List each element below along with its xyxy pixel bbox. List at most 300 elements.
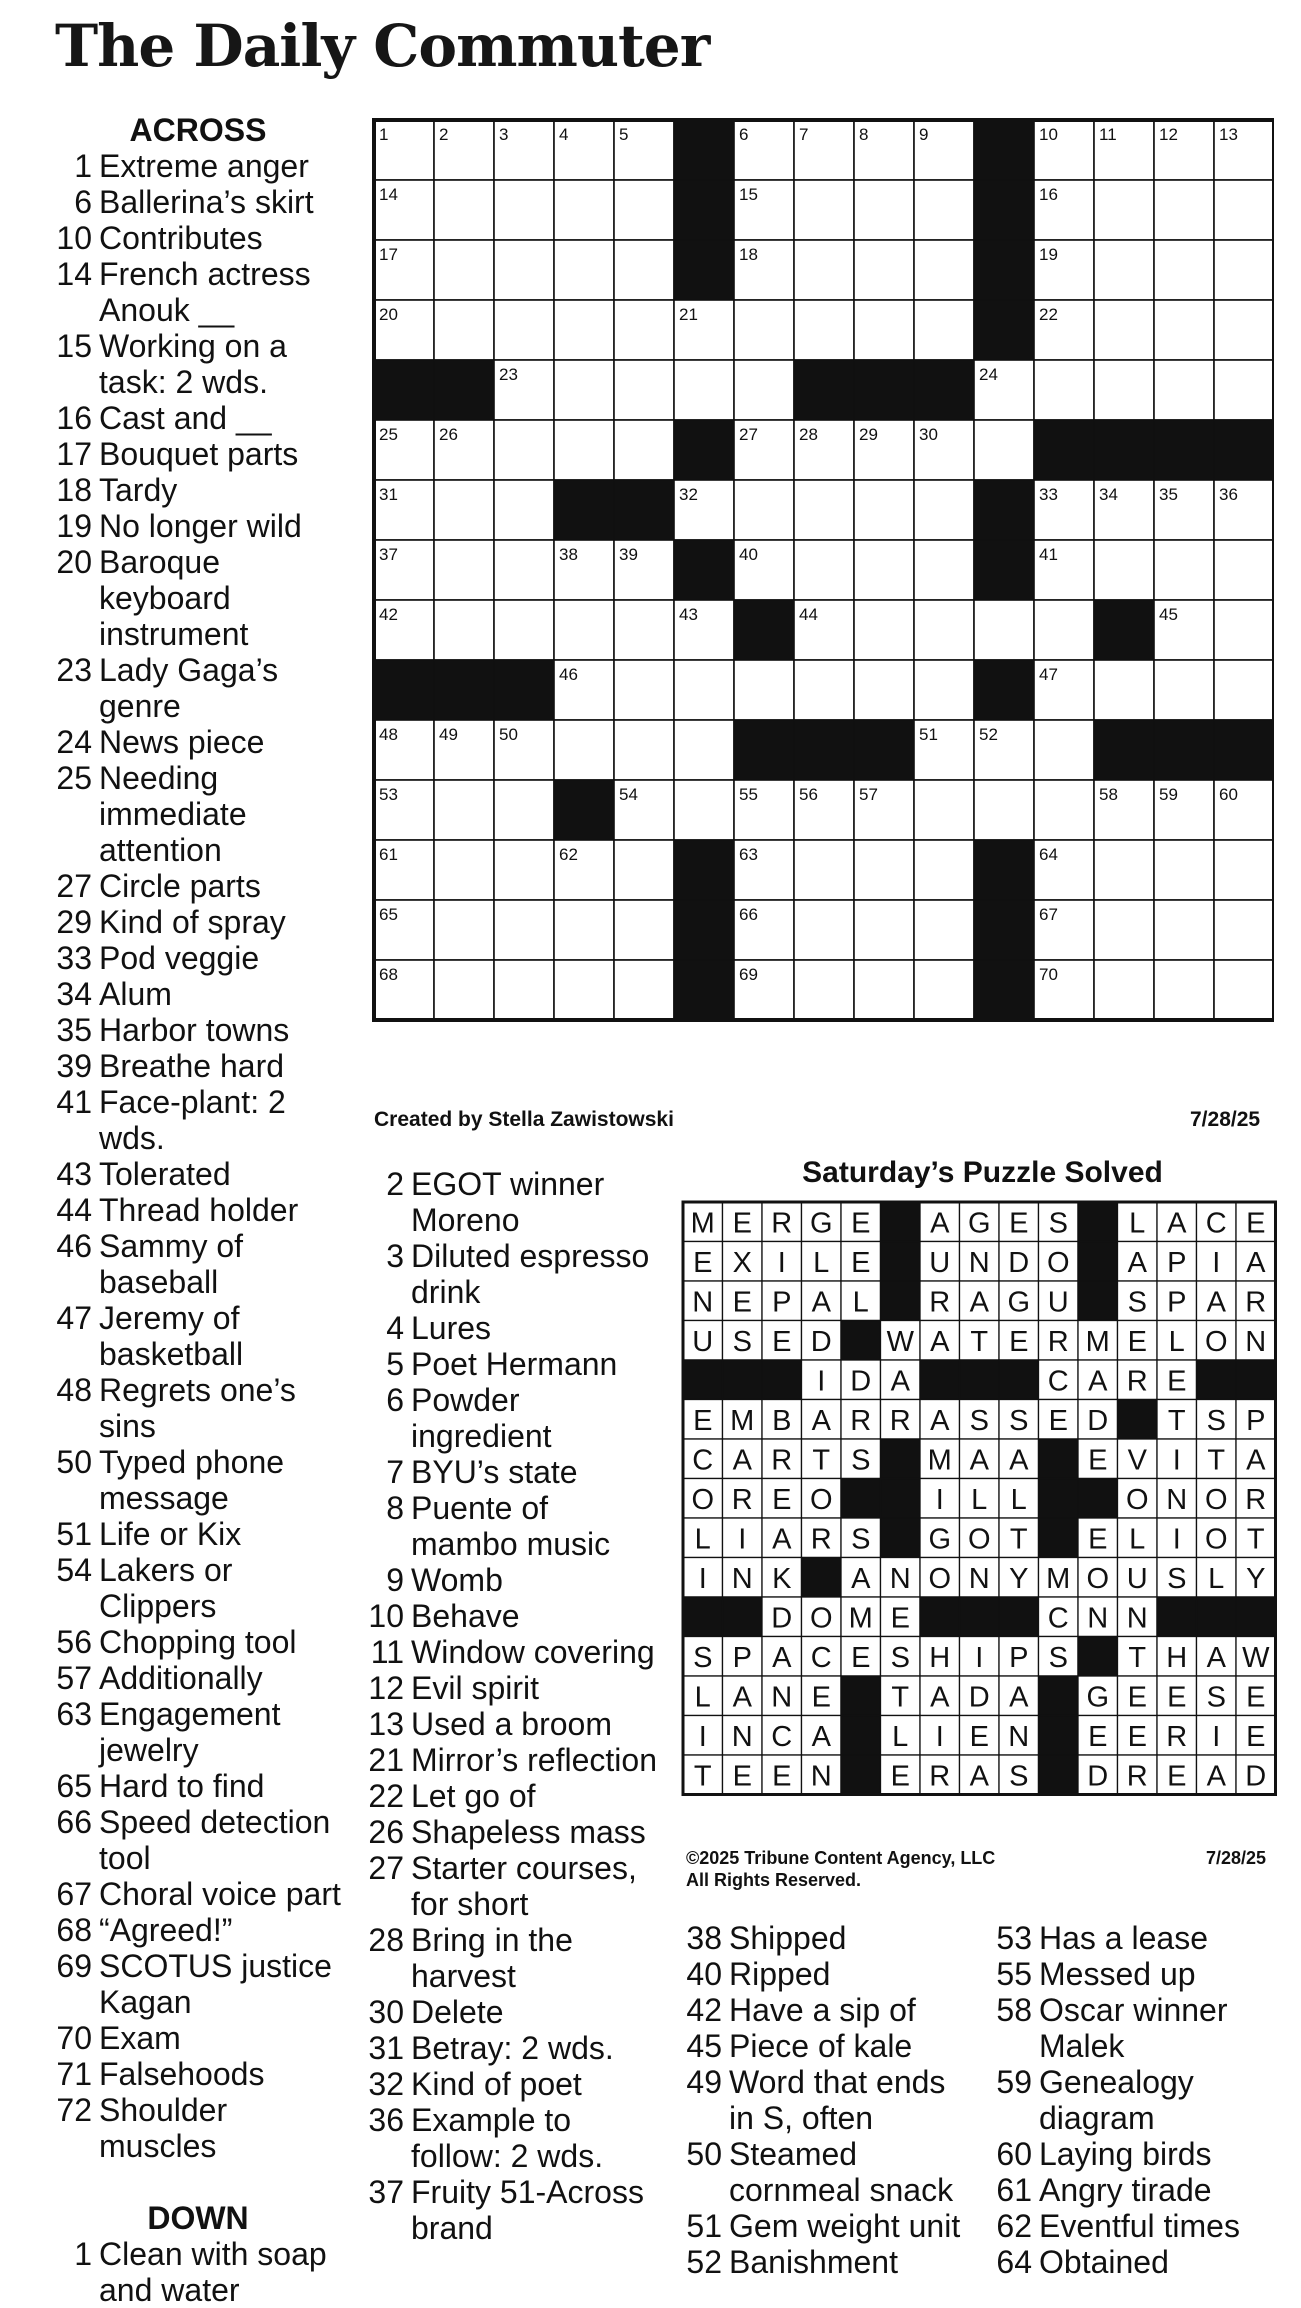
clue-text: Chopping tool [99,1624,297,1660]
clue-down-clues-col2-5 [360,1346,660,1382]
cell-number: 26 [439,425,458,444]
cell-number: 21 [679,305,698,324]
clue-number: 25 [56,760,92,796]
clue-number: 36 [368,2102,404,2138]
solution-letter: E [1009,1207,1029,1240]
solution-letter: Y [1009,1562,1029,1595]
grid-cell[interactable] [1214,660,1274,720]
grid-cell[interactable] [1094,960,1154,1020]
solution-letter: R [929,1286,951,1319]
black-square [674,180,734,240]
clue-number: 38 [686,1920,722,1956]
grid-cell[interactable] [1214,540,1274,600]
grid-cell[interactable] [1094,840,1154,900]
grid-cell[interactable] [794,180,854,240]
grid-cell[interactable] [614,240,674,300]
solution-letter: M [927,1444,952,1477]
clue-number: 31 [368,2030,404,2066]
clue-text: Jeremy of basketball [99,1300,244,1372]
grid-cell[interactable] [434,900,494,960]
grid-cell[interactable] [494,420,554,480]
clue-number: 50 [686,2136,722,2172]
clue-number: 39 [56,1048,92,1084]
solution-letter: P [772,1286,792,1319]
grid-cell[interactable] [494,480,554,540]
clue-text: Contributes [99,220,263,256]
grid-cell[interactable] [794,540,854,600]
black-square [554,480,614,540]
grid-cell[interactable] [614,720,674,780]
clue-across-clues-18 [48,472,348,508]
grid-cell[interactable] [554,720,614,780]
solution-letter: R [1126,1365,1148,1398]
grid-cell[interactable] [1034,780,1094,840]
clue-number: 54 [56,1552,92,1588]
solution-letter: O [809,1602,833,1635]
grid-cell[interactable] [554,240,614,300]
grid-cell[interactable] [434,600,494,660]
grid-cell[interactable] [614,180,674,240]
grid-cell[interactable] [494,240,554,300]
grid-cell[interactable] [554,600,614,660]
clue-number: 35 [56,1012,92,1048]
black-square [1154,420,1214,480]
solution-letter: O [809,1483,833,1516]
grid-cell[interactable] [674,780,734,840]
down-clue-list [360,1166,660,2246]
solution-letter: C [810,1641,832,1674]
cell-number: 28 [799,425,818,444]
clue-number: 46 [56,1228,92,1264]
clue-text: Baroque keyboard instrument [99,544,249,652]
grid-cell[interactable] [434,180,494,240]
clue-number: 15 [56,328,92,364]
solution-letter: C [1047,1365,1069,1398]
grid-cell[interactable] [914,540,974,600]
clue-text: Falsehoods [99,2056,265,2092]
clue-across-clues-48 [48,1372,348,1444]
copyright-line-1: ©2025 Tribune Content Agency, LLC [686,1848,996,1868]
clue-text: French actress Anouk __ [99,256,311,328]
solution-letter: R [850,1404,872,1437]
clue-column-3 [678,1920,978,2280]
clue-across-clues-39 [48,1048,348,1084]
solution-letter: S [1167,1562,1187,1595]
clue-text: Poet Hermann [411,1346,618,1382]
cell-number: 57 [859,785,878,804]
grid-cell[interactable] [794,660,854,720]
solution-letter: S [1127,1286,1147,1319]
clue-number: 16 [56,400,92,436]
clue-number: 3 [386,1238,404,1274]
grid-cell[interactable] [1214,600,1274,660]
grid-cell[interactable] [614,660,674,720]
clue-across-clues-20 [48,544,348,652]
grid-cell[interactable] [974,600,1034,660]
grid-cell[interactable] [434,780,494,840]
grid-cell[interactable] [794,840,854,900]
clue-text: Cast and __ [99,400,272,436]
grid-cell[interactable] [734,360,794,420]
clue-column-1 [48,112,348,2308]
grid-cell[interactable] [1094,180,1154,240]
grid-cell[interactable] [1154,300,1214,360]
grid-cell[interactable] [554,180,614,240]
clue-text: BYU’s state [411,1454,578,1490]
grid-cell[interactable] [494,900,554,960]
clue-text: Oscar winner Malek [1039,1992,1228,2064]
grid-cell[interactable] [854,480,914,540]
across-clue-list [48,148,348,2164]
clue-text: SCOTUS justice Kagan [99,1948,332,2020]
clue-number: 13 [368,1706,404,1742]
grid-cell[interactable] [1154,840,1214,900]
solution-letter: L [852,1286,869,1319]
solution-letter: R [1245,1286,1267,1319]
grid-cell[interactable] [854,180,914,240]
clue-number: 71 [56,2056,92,2092]
clue-number: 52 [686,2244,722,2280]
grid-cell[interactable] [1094,900,1154,960]
grid-cell[interactable] [614,600,674,660]
clue-down-clues-col2-26 [360,1814,660,1850]
black-square [554,780,614,840]
solution-letter: I [935,1720,944,1753]
solution-letter: N [968,1246,990,1279]
grid-cell[interactable] [854,900,914,960]
solution-letter: D [1087,1760,1109,1793]
grid-cell[interactable] [974,780,1034,840]
clue-text: Have a sip of [729,1992,916,2028]
clue-down-clues-col4-60 [988,2136,1288,2172]
grid-cell[interactable] [854,840,914,900]
grid-cell[interactable] [1034,720,1094,780]
grid-cell[interactable] [614,840,674,900]
solution-letter: A [969,1286,989,1319]
solution-letter: S [732,1325,752,1358]
grid-cell[interactable] [1154,960,1214,1020]
solution-letter: M [1046,1562,1071,1595]
black-square [1157,1597,1197,1637]
clue-across-clues-10 [48,220,348,256]
clue-across-clues-47 [48,1300,348,1372]
solution-letter: S [1009,1760,1029,1793]
grid-cell[interactable] [1214,360,1274,420]
grid-cell[interactable] [794,900,854,960]
solution-letter: N [889,1562,911,1595]
clue-text: Kind of poet [411,2066,582,2102]
solution-letter: C [1047,1602,1069,1635]
grid-cell[interactable] [854,300,914,360]
grid-cell[interactable] [494,600,554,660]
grid-cell[interactable] [494,780,554,840]
grid-cell[interactable] [614,300,674,360]
grid-cell[interactable] [674,660,734,720]
grid-cell[interactable] [914,660,974,720]
grid-cell[interactable] [674,720,734,780]
solution-letter: Y [1246,1562,1266,1595]
grid-cell[interactable] [794,300,854,360]
grid-cell[interactable] [854,600,914,660]
cell-number: 65 [379,905,398,924]
solution-letter: G [1086,1681,1110,1714]
solution-letter: O [1086,1562,1110,1595]
clue-text: Eventful times [1039,2208,1240,2244]
solution-letter: I [777,1246,786,1279]
solution-letter: D [850,1365,872,1398]
grid-cell[interactable] [974,420,1034,480]
clue-number: 26 [368,1814,404,1850]
clue-down-clues-col2-12 [360,1670,660,1706]
black-square [974,660,1034,720]
grid-cell[interactable] [554,300,614,360]
grid-cell[interactable] [1214,300,1274,360]
clue-text: Choral voice part [99,1876,341,1912]
grid-cell[interactable] [794,240,854,300]
clue-number: 21 [368,1742,404,1778]
grid-cell[interactable] [554,960,614,1020]
solution-letter: E [851,1641,871,1674]
clue-number: 32 [368,2066,404,2102]
grid-cell[interactable] [1034,600,1094,660]
crossword-grid[interactable] [372,118,1274,1100]
cell-number: 36 [1219,485,1238,504]
grid-cell[interactable] [1214,180,1274,240]
grid-cell[interactable] [614,960,674,1020]
grid-cell[interactable] [1154,360,1214,420]
grid-cell[interactable] [494,180,554,240]
grid-cell[interactable] [494,960,554,1020]
solution-title: Saturday’s Puzzle Solved [802,1156,1163,1189]
grid-cell[interactable] [614,900,674,960]
solution-letter: N [1008,1720,1030,1753]
grid-cell[interactable] [854,960,914,1020]
solution-letter: M [1085,1325,1110,1358]
grid-cell[interactable] [914,480,974,540]
cell-number: 46 [559,665,578,684]
grid-cell[interactable] [914,600,974,660]
clue-number: 72 [56,2092,92,2128]
solution-letter: T [1167,1404,1186,1437]
grid-cell[interactable] [1154,240,1214,300]
clue-across-clues-24 [48,724,348,760]
solution-letter: A [1009,1681,1029,1714]
solution-letter: A [1246,1246,1266,1279]
grid-cell[interactable] [1094,240,1154,300]
cell-number: 12 [1159,125,1178,144]
clue-number: 22 [368,1778,404,1814]
black-square [1039,1439,1079,1479]
grid-cell[interactable] [1094,300,1154,360]
solution-letter: E [851,1246,871,1279]
grid-cell[interactable] [554,420,614,480]
grid-cell[interactable] [554,900,614,960]
solution-letter: W [886,1325,914,1358]
clue-number: 29 [56,904,92,940]
clue-down-clues-col2-22 [360,1778,660,1814]
black-square [881,1202,921,1242]
grid-cell[interactable] [1214,240,1274,300]
grid-cell[interactable] [914,300,974,360]
black-square [734,600,794,660]
grid-cell[interactable] [914,780,974,840]
grid-cell[interactable] [1154,540,1214,600]
grid-cell[interactable] [1154,900,1214,960]
puzzle-date: 7/28/25 [1190,1108,1261,1131]
solution-letter: A [1167,1207,1187,1240]
solution-letter: G [967,1207,991,1240]
solution-letter: M [730,1404,755,1437]
solution-letter: O [1204,1523,1228,1556]
solution-letter: E [1048,1404,1068,1437]
black-square [1094,600,1154,660]
grid-cell[interactable] [794,960,854,1020]
solution-letter: S [1206,1404,1226,1437]
clue-down-clues-col2-6 [360,1382,660,1454]
solution-letter: E [1167,1681,1187,1714]
black-square [999,1360,1039,1400]
cell-number: 63 [739,845,758,864]
solution-letter: E [1246,1720,1266,1753]
clue-across-clues-56 [48,1624,348,1660]
clue-number: 51 [56,1516,92,1552]
clue-down-clues-col2-36 [360,2102,660,2174]
grid-cell[interactable] [434,240,494,300]
grid-cell[interactable] [914,240,974,300]
clue-text: Kind of spray [99,904,286,940]
solution-letter: A [772,1523,792,1556]
clue-number: 1 [74,148,92,184]
grid-cell[interactable] [914,180,974,240]
grid-cell[interactable] [1154,180,1214,240]
cell-number: 9 [919,125,929,144]
solution-letter: I [1212,1720,1221,1753]
solution-letter: N [810,1760,832,1793]
clue-down-clues-col2-4 [360,1310,660,1346]
grid-cell[interactable] [494,840,554,900]
grid-cell[interactable] [854,240,914,300]
solution-letter: A [1088,1365,1108,1398]
clue-number: 24 [56,724,92,760]
clue-text: Regrets one’s sins [99,1372,296,1444]
cell-number: 37 [379,545,398,564]
clue-across-clues-25 [48,760,348,868]
solution-letter: E [772,1483,792,1516]
grid-cell[interactable] [494,540,554,600]
grid-cell[interactable] [434,960,494,1020]
clue-text: Ripped [729,1956,831,1992]
cell-number: 50 [499,725,518,744]
grid-cell[interactable] [434,540,494,600]
grid-cell[interactable] [554,360,614,420]
solution-letter: E [772,1760,792,1793]
clue-across-clues-71 [48,2056,348,2092]
clue-text: Messed up [1039,1956,1196,1992]
solution-letter: I [738,1523,747,1556]
solution-letter: O [1046,1246,1070,1279]
clue-text: Harbor towns [99,1012,290,1048]
solution-letter: S [1009,1404,1029,1437]
clue-down-clues-col2-27 [360,1850,660,1922]
cell-number: 43 [679,605,698,624]
solution-letter: B [772,1404,792,1437]
grid-cell[interactable] [1214,840,1274,900]
grid-cell[interactable] [794,480,854,540]
clue-number: 55 [996,1956,1032,1992]
solution-letter: A [1009,1444,1029,1477]
solution-letter: P [1167,1286,1187,1319]
clue-text: Typed phone message [99,1444,285,1516]
grid-cell[interactable] [1094,540,1154,600]
grid-cell[interactable] [434,480,494,540]
cell-number: 13 [1219,125,1238,144]
grid-cell[interactable] [1214,900,1274,960]
solution-letter: O [1125,1483,1149,1516]
clue-number: 11 [370,1634,404,1670]
clue-across-clues-65 [48,1768,348,1804]
clue-across-clues-54 [48,1552,348,1624]
solution-letter: R [731,1483,753,1516]
clue-down-clues-col2-8 [360,1490,660,1562]
solution-letter: X [732,1246,752,1279]
grid-cell[interactable] [1154,660,1214,720]
solution-letter: I [698,1720,707,1753]
clue-across-clues-17 [48,436,348,472]
solution-letter: L [694,1681,711,1714]
grid-cell[interactable] [734,300,794,360]
grid-cell[interactable] [1034,360,1094,420]
cell-number: 17 [379,245,398,264]
grid-cell[interactable] [614,360,674,420]
grid-cell[interactable] [434,840,494,900]
grid-cell[interactable] [1214,960,1274,1020]
clue-text: Face-plant: 2 wds. [99,1084,286,1156]
solution-letter: E [969,1720,989,1753]
black-square [374,360,434,420]
grid-cell[interactable] [674,360,734,420]
cell-number: 49 [439,725,458,744]
solution-letter: E [811,1681,831,1714]
clue-down-clues-col2-30 [360,1994,660,2030]
grid-cell[interactable] [614,420,674,480]
clue-text: Additionally [99,1660,263,1696]
grid-cell[interactable] [434,300,494,360]
grid-cell[interactable] [494,300,554,360]
grid-cell[interactable] [734,480,794,540]
cell-number: 5 [619,125,629,144]
grid-cell[interactable] [1094,360,1154,420]
clue-number: 6 [386,1382,404,1418]
cell-number: 27 [739,425,758,444]
down-clue-list [988,1920,1288,2280]
clue-across-clues-57 [48,1660,348,1696]
grid-cell[interactable] [854,540,914,600]
solution-letter: N [968,1562,990,1595]
solution-letter: U [929,1246,951,1279]
black-square [974,300,1034,360]
black-square [974,540,1034,600]
grid-cell[interactable] [914,960,974,1020]
grid-cell[interactable] [1094,660,1154,720]
grid-cell[interactable] [734,660,794,720]
black-square [674,120,734,180]
black-square [494,660,554,720]
grid-cell[interactable] [854,660,914,720]
clue-down-clues-col2-37 [360,2174,660,2246]
solution-letter: A [930,1404,950,1437]
grid-cell[interactable] [914,840,974,900]
grid-cell[interactable] [914,900,974,960]
